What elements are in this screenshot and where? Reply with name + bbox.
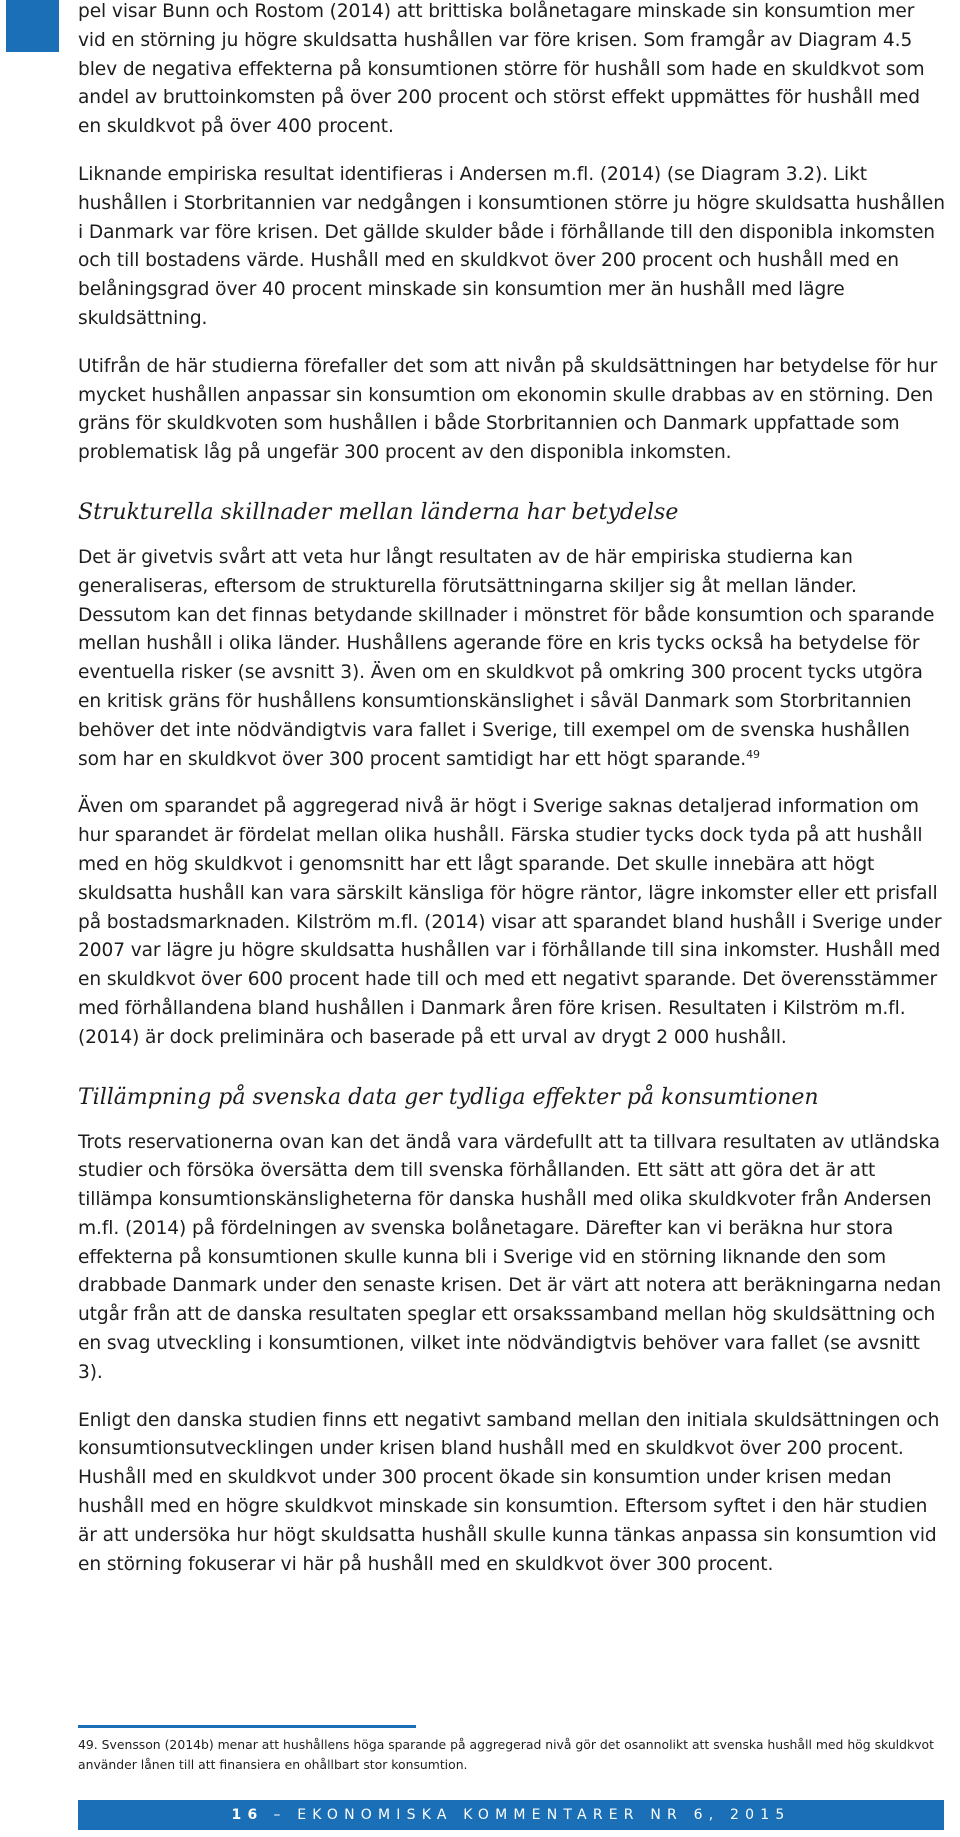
publication-name: – EKONOMISKA KOMMENTARER NR 6, 2015	[273, 1807, 791, 1823]
corner-accent-square	[6, 0, 59, 52]
paragraph-1: pel visar Bunn och Rostom (2014) att brittiska bolånetagare minskade sin konsumtion mer vid en störning ju högre skuldsatta hushållen var före krisen. Som framgår av Diagram 4.5 blev de negativa effekterna på konsumtionen större för hushåll som hade en skuldkvot som andel av bruttoinkomsten på över 200 procent och störst effekt uppmättes för hushåll med en skuldkvot på över 400 procent.	[78, 1, 925, 138]
footnote-divider	[78, 1725, 416, 1728]
paragraph-6: Trots reservationerna ovan kan det ändå vara värdefullt att ta tillvara resultaten av utländska studier och försöka översätta dem till svenska förhållanden. Ett sätt att göra det är att tillämpa konsumtionskänsligheterna för danska hushåll med olika skuldkvoter från Andersen m.fl. (2014) på fördelningen av svenska bolånetagare. Därefter kan vi beräkna hur stora effekterna på konsumtionen skulle kunna bli i Sverige vid en störning liknande den som drabbade Danmark under den senaste krisen. Det är värt att notera att beräkningarna nedan utgår från att de danska resultaten speglar ett orsakssamband mellan hög skuldsättning och en svag utveckling i konsumtionen, vilket inte nödvändigtvis behöver vara fallet (se avsnitt 3).	[78, 1131, 942, 1383]
footnote-49: 49. Svensson (2014b) menar att hushållens höga sparande på aggregerad nivå gör det osannolikt att svenska hushåll med hög skuldkvot använder lånen till att finansiera en ohållbart stor konsumtion.	[78, 1737, 934, 1772]
article-body	[78, 0, 946, 1598]
paragraph-4-text: Det är givetvis svårt att veta hur långt resultaten av de här empiriska studierna kan generaliseras, eftersom de strukturella förutsättningarna skiljer sig åt mellan länder. Dessutom kan det finnas betydande skillnader i mönstret för både konsumtion och sparande mellan hushåll i olika länder. Hushållens agerande före en kris tycks också ha betydelse för eventuella risker (se avsnitt 3). Även om en skuldkvot på omkring 300 procent tycks utgöra en kritisk gräns för hushållens konsumtionskänslighet i såväl Danmark som Storbritannien behöver det inte nödvändigtvis vara fallet i Sverige, till exempel om de svenska hushållen som har en skuldkvot över 300 procent samtidigt har ett högt sparande.	[78, 546, 935, 770]
footnote-ref-49: 49	[746, 747, 760, 761]
subheading-structural-differences: Strukturella skillnader mellan länderna har betydelse	[78, 499, 679, 525]
footer-label	[232, 1807, 791, 1823]
page-number: 16	[231, 1807, 264, 1823]
paragraph-7: Enligt den danska studien finns ett negativt samband mellan den initiala skuldsättningen och konsumtionsutvecklingen under krisen bland hushåll med en skuldkvot över 200 procent. Hushåll med en skuldkvot under 300 procent ökade sin konsumtion under krisen medan hushåll med en högre skuldkvot minskade sin konsumtion. Eftersom syftet i den här studien är att undersöka hur högt skuldsatta hushåll skulle kunna tänkas anpassa sin konsumtion vid en störning fokuserar vi här på hushåll med en skuldkvot över 300 procent.	[78, 1409, 940, 1575]
page-footer	[78, 1800, 944, 1830]
subheading-swedish-data: Tillämpning på svenska data ger tydliga effekter på konsumtionen	[78, 1084, 819, 1110]
paragraph-2: Liknande empiriska resultat identifieras i Andersen m.fl. (2014) (se Diagram 3.2). Likt hushållen i Storbritannien var nedgången i konsumtionen större ju högre skuldsatta hushållen i Danmark var före krisen. Det gällde skulder både i förhållande till den disponibla inkomsten och till bostadens värde. Hushåll med en skuldkvot över 200 procent och hushåll med en belåningsgrad över 40 procent minskade sin konsumtion mer än hushåll med lägre skuldsättning.	[78, 163, 945, 329]
paragraph-5: Även om sparandet på aggregerad nivå är högt i Sverige saknas detaljerad information om hur sparandet är fördelat mellan olika hushåll. Färska studier tycks dock tyda på att hushåll med en hög skuldkvot i genomsnitt har ett lågt sparande. Det skulle innebära att högt skuldsatta hushåll kan vara särskilt känsliga för högre räntor, lägre inkomster eller ett prisfall på bostadsmarknaden. Kilström m.fl. (2014) visar att sparandet bland hushåll i Sverige under 2007 var lägre ju högre skuldsatta hushållen var i förhållande till sina inkomster. Hushåll med en skuldkvot över 600 procent hade till och med ett negativt sparande. Det överensstämmer med förhållandena bland hushållen i Danmark åren före krisen. Resultaten i Kilström m.fl. (2014) är dock preliminära och baserade på ett urval av drygt 2 000 hushåll.	[78, 796, 942, 1048]
paragraph-3: Utifrån de här studierna förefaller det som att nivån på skuldsättningen har betydelse för hur mycket hushållen anpassar sin konsumtion om ekonomin skulle drabbas av en störning. Den gräns för skuldkvoten som hushållen i både Storbritannien och Danmark uppfattade som problematisk låg på ungefär 300 procent av den disponibla inkomsten.	[78, 355, 938, 464]
paragraph-4	[78, 544, 946, 774]
